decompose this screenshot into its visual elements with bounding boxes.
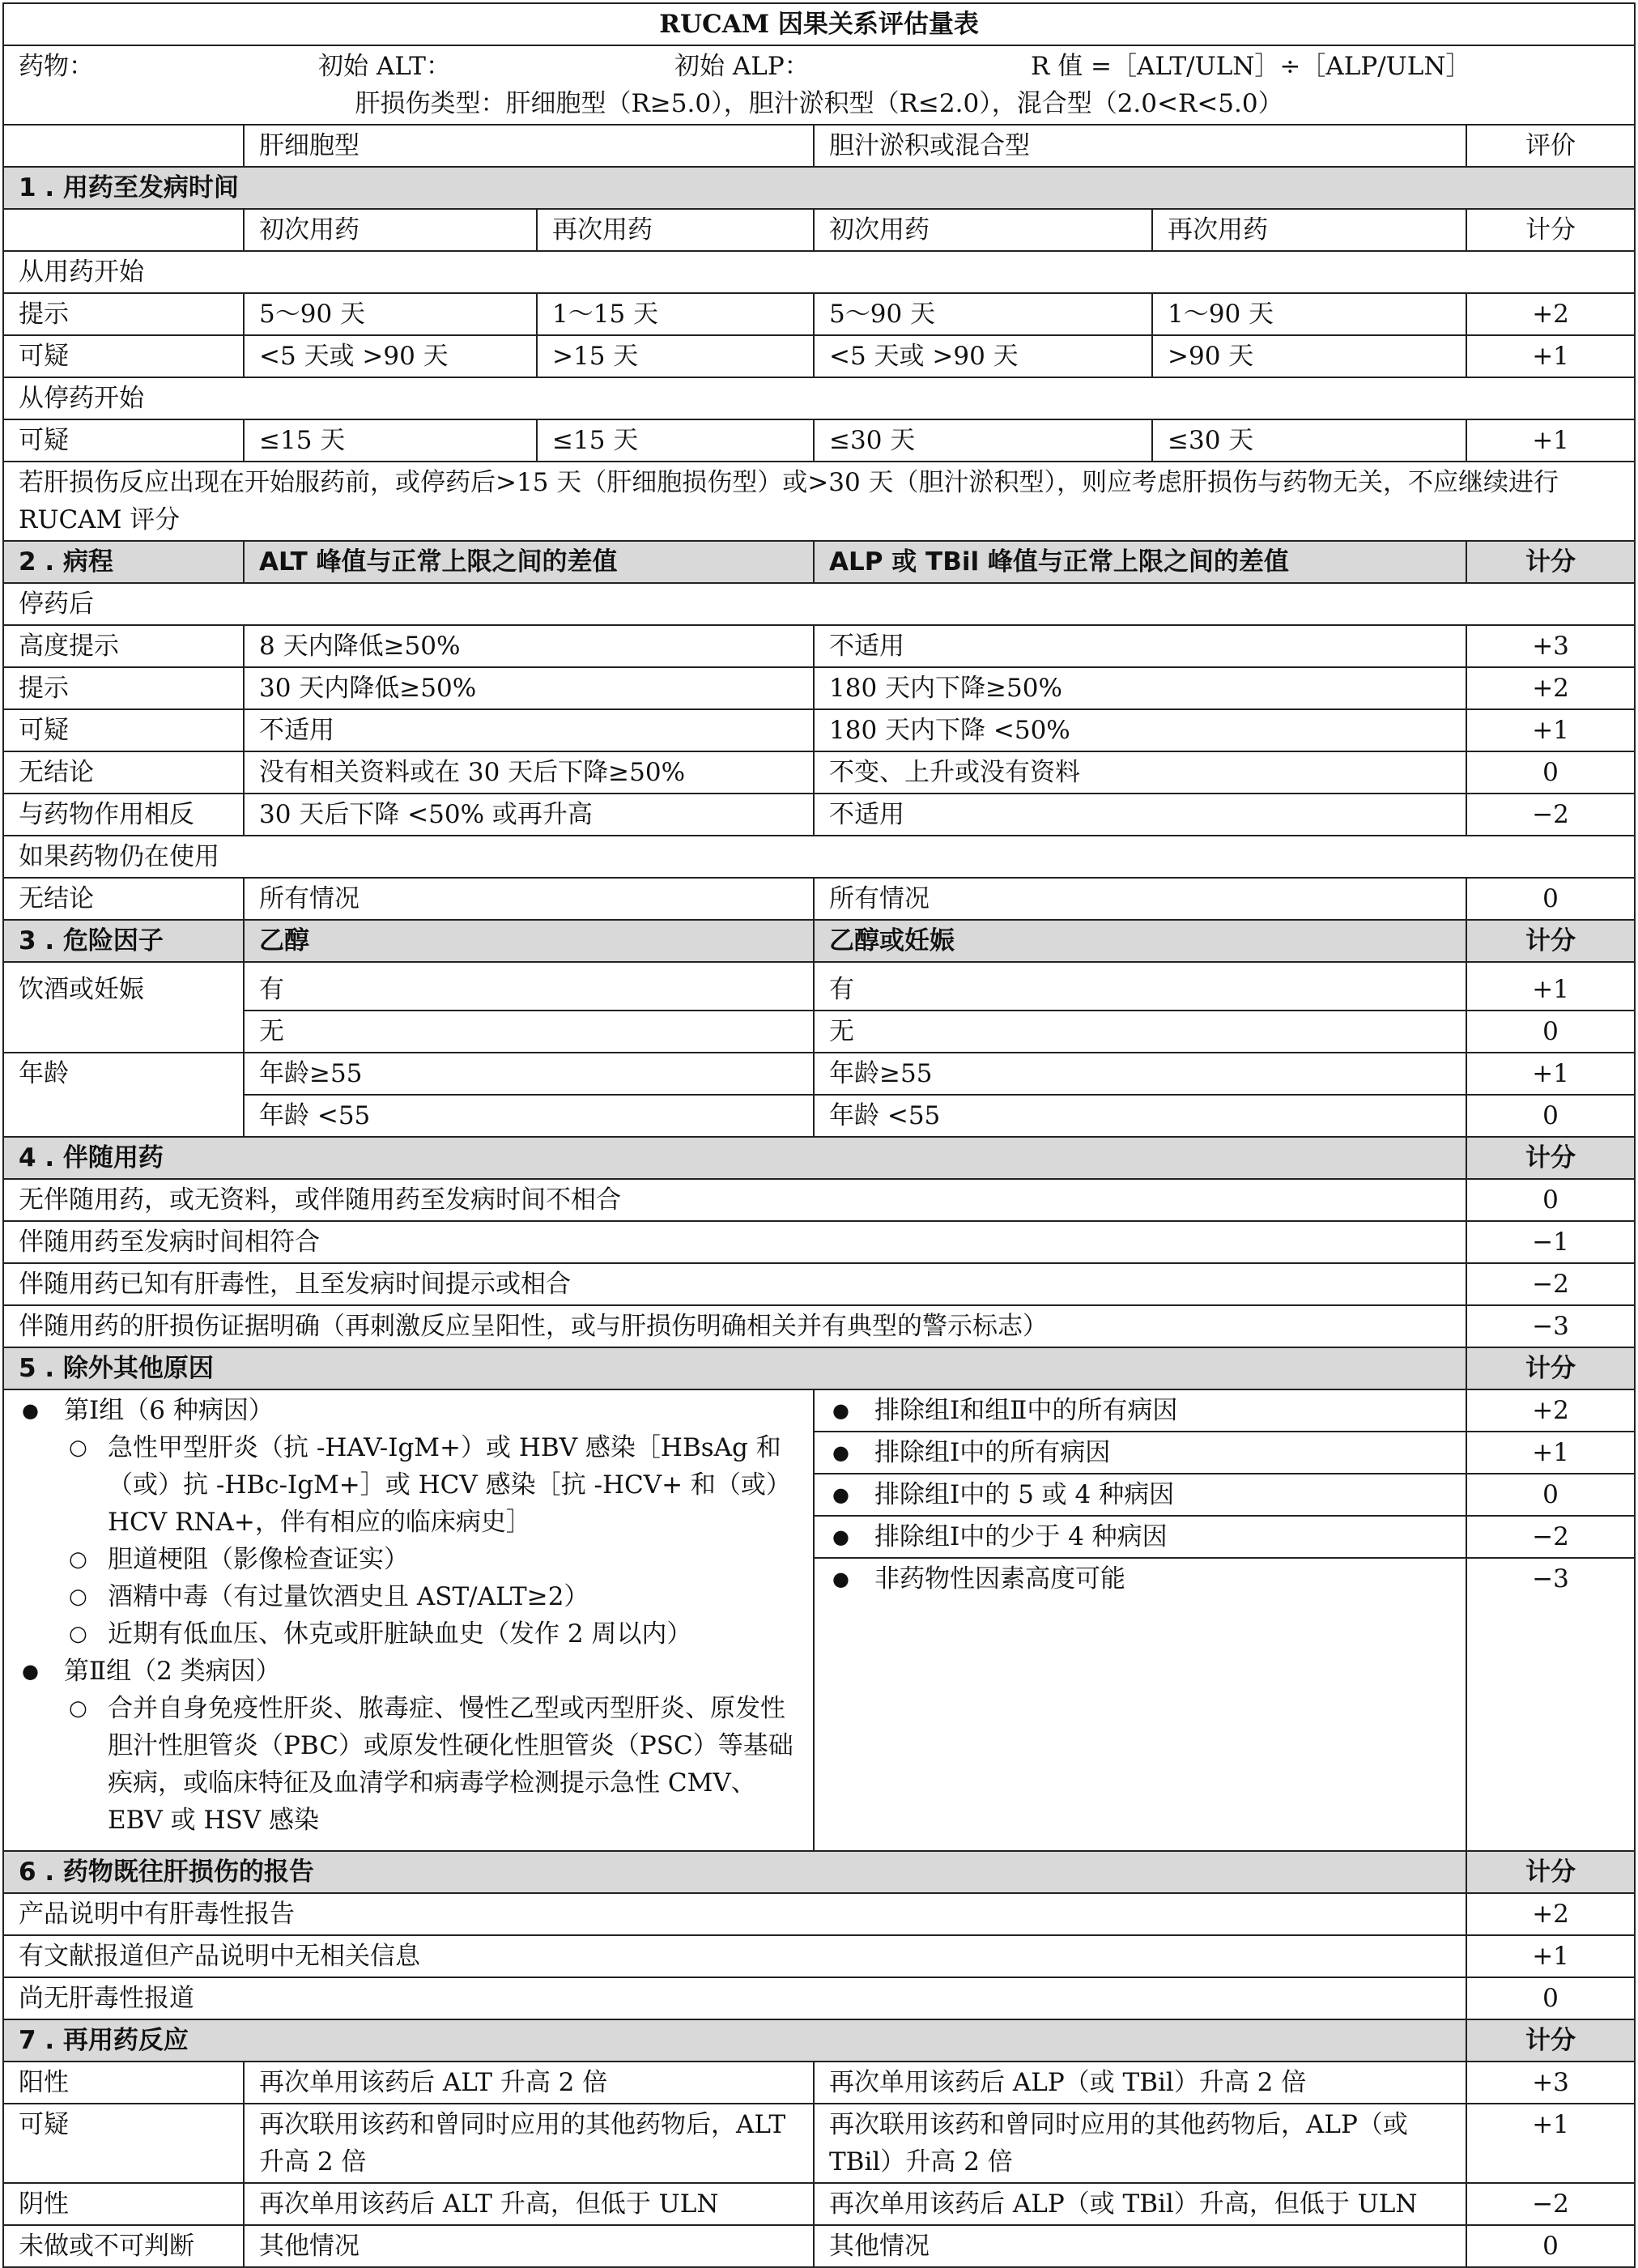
cell: 30 天内降低≥50% [244, 667, 814, 709]
score: 0 [1466, 1179, 1635, 1221]
alcohol-label: 饮酒或妊娠 [3, 962, 244, 1053]
cell: ≤15 天 [537, 419, 814, 462]
cell: 180 天内下降 <50% [814, 709, 1466, 751]
group-1-item: ○ 胆道梗阻（影像检查证实） [19, 1541, 793, 1578]
s2-score-header: 计分 [1466, 541, 1635, 583]
score: +2 [1466, 667, 1635, 709]
table-row [3, 1095, 1635, 1137]
drug-label: 药物： [19, 52, 94, 81]
s7-score-header: 计分 [1466, 2019, 1635, 2062]
table-row [3, 1053, 1635, 1095]
group-1-item: ○ 近期有低血压、休克或肝脏缺血史（发作 2 周以内） [19, 1615, 793, 1653]
score: +2 [1466, 1893, 1635, 1935]
header-hepato: 肝细胞型 [244, 125, 814, 167]
row-label: 无结论 [3, 878, 244, 920]
section-4-title: 4 . 伴随用药 [3, 1137, 1466, 1179]
cell: 8 天内降低≥50% [244, 625, 814, 667]
row-label: 提示 [3, 293, 244, 335]
s1-sub-score: 计分 [1466, 209, 1635, 251]
header-rating: 评价 [1466, 125, 1635, 167]
score: +1 [1466, 709, 1635, 751]
s2-still-using: 如果药物仍在使用 [3, 836, 1635, 878]
table-row [3, 1977, 1635, 2019]
cell: 有文献报道但产品说明中无相关信息 [3, 1935, 1466, 1977]
section-5-title: 5 . 除外其他原因 [3, 1347, 1466, 1389]
score: −2 [1466, 1516, 1635, 1558]
table-row [3, 1935, 1635, 1977]
s1-from-stop: 从停药开始 [3, 377, 1635, 419]
cell: 年龄≥55 [814, 1053, 1466, 1095]
cell: 再次联用该药和曾同时应用的其他药物后，ALT 升高 2 倍 [244, 2104, 814, 2183]
s2-after-stop: 停药后 [3, 583, 1635, 625]
score: +3 [1466, 2062, 1635, 2104]
s1-sub-3: 再次用药 [1152, 209, 1466, 251]
s5-option [814, 1474, 1466, 1516]
cell: 其他情况 [244, 2225, 814, 2267]
cell: 5～90 天 [814, 293, 1152, 335]
table-row [3, 794, 1635, 836]
cell: >15 天 [537, 335, 814, 377]
row-label: 阳性 [3, 2062, 244, 2104]
score: 0 [1466, 1011, 1635, 1053]
table-row [3, 962, 1635, 1011]
cell: >90 天 [1152, 335, 1466, 377]
cell: 不适用 [814, 625, 1466, 667]
section-6-title: 6 . 药物既往肝损伤的报告 [3, 1851, 1466, 1893]
s4-score-header: 计分 [1466, 1137, 1635, 1179]
group-1-label: ● 第Ⅰ组（6 种病因） [19, 1392, 793, 1429]
score: 0 [1466, 878, 1635, 920]
table-row [3, 2062, 1635, 2104]
score: +1 [1466, 419, 1635, 462]
s6-score-header: 计分 [1466, 1851, 1635, 1893]
row-label: 提示 [3, 667, 244, 709]
row-label: 可疑 [3, 2104, 244, 2183]
cell: 产品说明中有肝毒性报告 [3, 1893, 1466, 1935]
score: 0 [1466, 1474, 1635, 1516]
option-text: ● 排除组Ⅰ中的 5 或 4 种病因 [829, 1476, 1451, 1513]
cell: 伴随用药已知有肝毒性，且至发病时间提示或相合 [3, 1263, 1466, 1305]
row-label: 可疑 [3, 419, 244, 462]
section-2-title: 2 . 病程 [3, 541, 244, 583]
cell: ≤30 天 [1152, 419, 1466, 462]
score: −1 [1466, 1221, 1635, 1263]
table-row [3, 1263, 1635, 1305]
score: +3 [1466, 625, 1635, 667]
option-text: ● 排除组Ⅰ中的少于 4 种病因 [829, 1518, 1451, 1555]
score: −3 [1466, 1305, 1635, 1347]
score: +1 [1466, 962, 1635, 1011]
cell: 不适用 [244, 709, 814, 751]
cell: 年龄 <55 [244, 1095, 814, 1137]
s3-col2: 乙醇或妊娠 [814, 920, 1466, 962]
s1-from-start: 从用药开始 [3, 251, 1635, 293]
table-row [3, 1893, 1635, 1935]
score: 0 [1466, 1977, 1635, 2019]
cell: 没有相关资料或在 30 天后下降≥50% [244, 751, 814, 794]
rucam-table [2, 2, 1636, 2268]
cell: 1～15 天 [537, 293, 814, 335]
s1-sub-2: 初次用药 [814, 209, 1152, 251]
table-row [3, 751, 1635, 794]
cell: 5～90 天 [244, 293, 537, 335]
info-row [3, 45, 1635, 125]
score: 0 [1466, 2225, 1635, 2267]
s2-col1: ALT 峰值与正常上限之间的差值 [244, 541, 814, 583]
table-row [3, 667, 1635, 709]
row-label: 可疑 [3, 335, 244, 377]
cell: 再次单用该药后 ALP（或 TBil）升高 2 倍 [814, 2062, 1466, 2104]
group-1-item: ○ 酒精中毒（有过量饮酒史且 AST/ALT≥2） [19, 1578, 793, 1615]
cell: 再次单用该药后 ALT 升高，但低于 ULN [244, 2183, 814, 2225]
table-row [3, 1011, 1635, 1053]
s3-col1: 乙醇 [244, 920, 814, 962]
cell: 不适用 [814, 794, 1466, 836]
table-row [3, 2104, 1635, 2183]
cell: 30 天后下降 <50% 或再升高 [244, 794, 814, 836]
score: +1 [1466, 1432, 1635, 1474]
cell: 有 [814, 962, 1466, 1011]
cell: 1～90 天 [1152, 293, 1466, 335]
table-row [3, 335, 1635, 377]
group-2-label: ● 第Ⅱ组（2 类病因） [19, 1653, 793, 1690]
table-row [3, 709, 1635, 751]
s2-col2: ALP 或 TBil 峰值与正常上限之间的差值 [814, 541, 1466, 583]
cell: 所有情况 [244, 878, 814, 920]
table-row [3, 1221, 1635, 1263]
score: +1 [1466, 1053, 1635, 1095]
table-row [3, 293, 1635, 335]
cell: 再次联用该药和曾同时应用的其他药物后，ALP（或 TBil）升高 2 倍 [814, 2104, 1466, 2183]
score: +1 [1466, 2104, 1635, 2183]
age-label: 年龄 [3, 1053, 244, 1137]
score: −3 [1466, 1558, 1635, 1851]
section-3-title: 3 . 危险因子 [3, 920, 244, 962]
s5-option [814, 1558, 1466, 1851]
table-title: RUCAM 因果关系评估量表 [3, 3, 1635, 45]
row-label: 未做或不可判断 [3, 2225, 244, 2267]
header-chole: 胆汁淤积或混合型 [814, 125, 1466, 167]
score: +2 [1466, 1389, 1635, 1432]
cell: 再次单用该药后 ALP（或 TBil）升高，但低于 ULN [814, 2183, 1466, 2225]
s5-option [814, 1389, 1466, 1432]
section-1-title: 1 . 用药至发病时间 [3, 167, 1635, 209]
score: +2 [1466, 293, 1635, 335]
cell: 不变、上升或没有资料 [814, 751, 1466, 794]
cell: 伴随用药的肝损伤证据明确（再刺激反应呈阳性，或与肝损伤明确相关并有典型的警示标志） [3, 1305, 1466, 1347]
cell: <5 天或 >90 天 [814, 335, 1152, 377]
cell: 所有情况 [814, 878, 1466, 920]
cell: 有 [244, 962, 814, 1011]
cell: 伴随用药至发病时间相符合 [3, 1221, 1466, 1263]
s5-score-header: 计分 [1466, 1347, 1635, 1389]
table-row [3, 2183, 1635, 2225]
cell: 再次单用该药后 ALT 升高 2 倍 [244, 2062, 814, 2104]
s5-option [814, 1432, 1466, 1474]
score: 0 [1466, 751, 1635, 794]
option-text: ● 非药物性因素高度可能 [829, 1560, 1451, 1598]
section-7-title: 7 . 再用药反应 [3, 2019, 1466, 2062]
option-text: ● 排除组Ⅰ和组Ⅱ中的所有病因 [829, 1392, 1451, 1429]
header-empty [3, 125, 244, 167]
cell: 无伴随用药，或无资料，或伴随用药至发病时间不相合 [3, 1179, 1466, 1221]
table-row [3, 1305, 1635, 1347]
score: +1 [1466, 335, 1635, 377]
s5-option [814, 1516, 1466, 1558]
table-row [3, 1179, 1635, 1221]
row-label: 无结论 [3, 751, 244, 794]
score: −2 [1466, 2183, 1635, 2225]
row-label: 阴性 [3, 2183, 244, 2225]
s3-score-header: 计分 [1466, 920, 1635, 962]
table-row [3, 878, 1635, 920]
row-label: 可疑 [3, 709, 244, 751]
score: −2 [1466, 1263, 1635, 1305]
cell: 年龄≥55 [244, 1053, 814, 1095]
alp-label: 初始 ALP： [674, 52, 810, 81]
group-1-item: ○ 急性甲型肝炎（抗 -HAV-IgM+）或 HBV 感染［HBsAg 和（或）抗 -HBc-IgM+］或 HCV 感染［抗 -HCV+ 和（或）HCV RNA+，伴有相应的临床病史］ [19, 1429, 793, 1541]
row-label: 高度提示 [3, 625, 244, 667]
group-2-item: ○ 合并自身免疫性肝炎、脓毒症、慢性乙型或丙型肝炎、原发性胆汁性胆管炎（PBC）或原发性硬化性胆管炎（PSC）等基础疾病，或临床特征及血清学和病毒学检测提示急性 CMV、EBV 或 HSV 感染 [19, 1690, 793, 1839]
s1-note: 若肝损伤反应出现在开始服药前，或停药后>15 天（肝细胞损伤型）或>30 天（胆汁淤积型），则应考虑肝损伤与药物无关，不应继续进行 RUCAM 评分 [3, 462, 1635, 541]
injury-types: 肝损伤类型：肝细胞型（R≥5.0），胆汁淤积型（R≤2.0），混合型（2.0<R<5.0） [355, 89, 1283, 118]
table-row [3, 2225, 1635, 2267]
option-text: ● 排除组Ⅰ中的所有病因 [829, 1434, 1451, 1471]
alt-label: 初始 ALT： [318, 52, 451, 81]
s5-groups [3, 1389, 814, 1851]
score: −2 [1466, 794, 1635, 836]
cell: 无 [244, 1011, 814, 1053]
cell: <5 天或 >90 天 [244, 335, 537, 377]
table-row [3, 419, 1635, 462]
cell: 尚无肝毒性报道 [3, 1977, 1466, 2019]
cell: 其他情况 [814, 2225, 1466, 2267]
score: +1 [1466, 1935, 1635, 1977]
score: 0 [1466, 1095, 1635, 1137]
cell: ≤15 天 [244, 419, 537, 462]
s1-sub-empty [3, 209, 244, 251]
cell: 年龄 <55 [814, 1095, 1466, 1137]
cell: 180 天内下降≥50% [814, 667, 1466, 709]
r-value-label: R 值 =［ALT/ULN］÷［ALP/ULN］ [1031, 52, 1471, 81]
s1-sub-1: 再次用药 [537, 209, 814, 251]
table-row [3, 625, 1635, 667]
s1-sub-0: 初次用药 [244, 209, 537, 251]
cell: 无 [814, 1011, 1466, 1053]
row-label: 与药物作用相反 [3, 794, 244, 836]
cell: ≤30 天 [814, 419, 1152, 462]
